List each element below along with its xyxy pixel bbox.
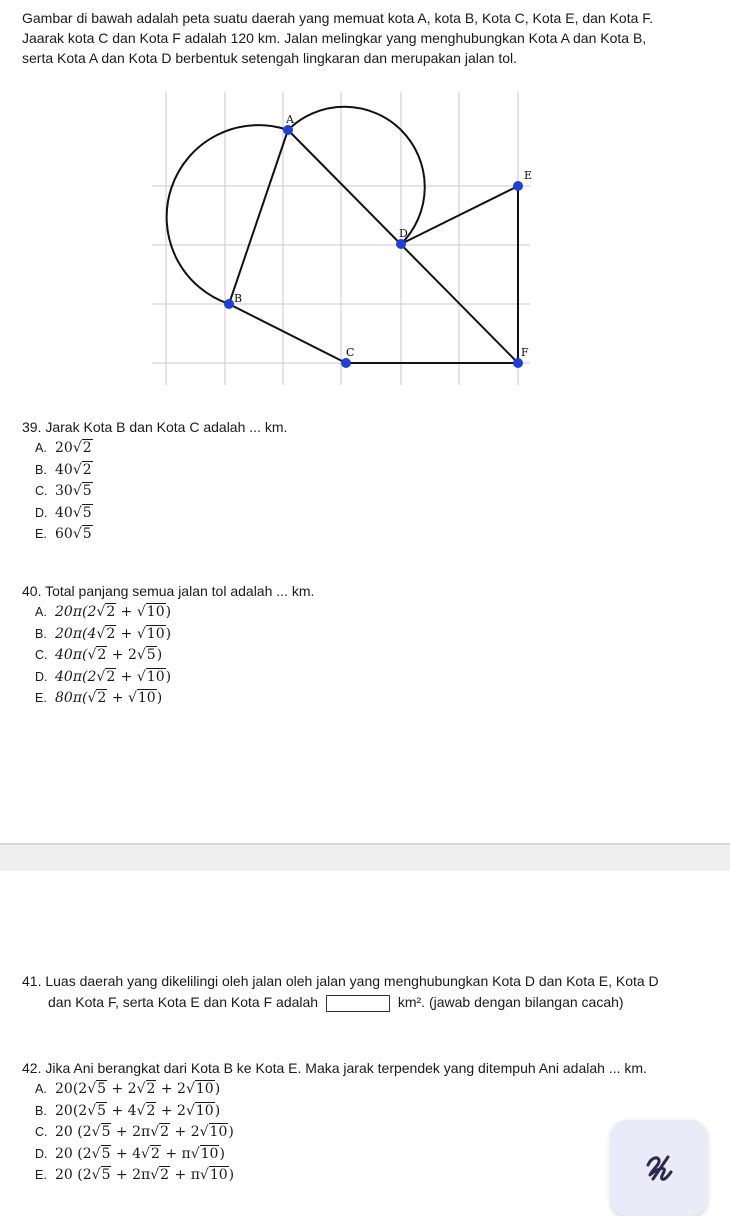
radical-sign: √: [72, 483, 82, 499]
square-root: [137, 1079, 157, 1099]
question-41-note: (jawab dengan bilangan cacah): [425, 994, 624, 1010]
radical-sign: √: [136, 1081, 146, 1097]
option-expression: [55, 503, 93, 523]
expr-middle: +: [116, 604, 137, 620]
road-arc-a-d: [288, 107, 425, 244]
expr-suffix: ): [165, 625, 172, 642]
option-letter: C.: [35, 648, 48, 662]
city-points: [224, 125, 523, 368]
option-b[interactable]: [35, 460, 287, 482]
radicand: 2: [97, 690, 107, 706]
option-expression: [55, 481, 93, 501]
option-expression: [55, 688, 162, 708]
expr-middle: +: [116, 625, 137, 642]
radicand: 10: [195, 1102, 214, 1119]
square-root: [73, 438, 93, 458]
expr-part: 20 (2: [55, 1124, 92, 1140]
expr-part: + 2: [156, 1081, 186, 1097]
option-b[interactable]: [35, 624, 314, 646]
square-root: [150, 1165, 170, 1185]
edit-pencil-icon: [642, 1151, 676, 1185]
radicand: 2: [106, 668, 116, 685]
radical-sign: √: [91, 1167, 101, 1183]
option-letter: B.: [35, 1103, 47, 1118]
square-root: [87, 688, 107, 708]
square-root: [150, 1122, 170, 1142]
radical-sign: √: [72, 440, 82, 456]
map-grid: [152, 92, 533, 385]
option-letter: B.: [35, 626, 47, 641]
city-a-point: [283, 125, 293, 135]
option-letter: D.: [35, 669, 48, 684]
radicand: 5: [101, 1124, 111, 1140]
radical-sign: √: [72, 504, 82, 521]
square-root: [73, 460, 93, 480]
square-root: [141, 1144, 161, 1164]
radical-sign: √: [136, 1102, 146, 1119]
intro-line-2: Jaarak kota C dan Kota F adalah 120 km. Jalan melingkar yang menghubungkan Kota A dan Kota B,: [22, 30, 647, 46]
radical-sign: √: [190, 1145, 200, 1162]
radical-sign: √: [127, 690, 137, 706]
city-a-label: A: [286, 113, 294, 126]
option-letter: A.: [35, 441, 47, 455]
expr-part: + 4: [111, 1145, 142, 1162]
square-root: [87, 1079, 107, 1099]
option-letter: B.: [35, 462, 47, 477]
expr-prefix: 40π(2: [55, 668, 97, 685]
square-root: [73, 503, 93, 523]
option-e[interactable]: [35, 524, 287, 546]
coefficient: 20: [55, 440, 73, 456]
square-root: [186, 1079, 215, 1099]
expr-part: + 2: [107, 1081, 137, 1097]
expr-middle: +: [116, 668, 137, 685]
radical-sign: √: [72, 461, 82, 478]
radical-sign: √: [87, 690, 97, 706]
radicand: 10: [137, 690, 156, 706]
square-root: [200, 1165, 229, 1185]
city-c-point: [341, 358, 351, 368]
option-expression: [55, 524, 93, 544]
city-d-label: D: [399, 227, 408, 240]
radical-sign: √: [150, 1124, 160, 1140]
option-expression: [55, 602, 171, 622]
radical-sign: √: [136, 668, 146, 685]
square-root: [137, 645, 157, 665]
radical-sign: √: [87, 1081, 97, 1097]
square-root: [92, 1165, 112, 1185]
city-f-point: [513, 358, 523, 368]
square-root: [73, 524, 93, 544]
answer-input-box[interactable]: [326, 995, 390, 1012]
square-root: [137, 624, 166, 644]
radicand: 2: [150, 1145, 160, 1162]
radicand: 2: [146, 1102, 156, 1119]
option-letter: A.: [35, 605, 47, 619]
option-expression: [55, 460, 93, 480]
radicand: 5: [97, 1102, 107, 1119]
expr-part: + π: [170, 1167, 200, 1183]
radical-sign: √: [87, 647, 97, 663]
expr-part: ): [228, 1167, 235, 1183]
option-expression: [55, 645, 162, 665]
expr-prefix: 40π(: [55, 647, 88, 663]
expr-middle: + 2: [107, 647, 137, 663]
square-root: [87, 1101, 107, 1121]
question-41-line-1: 41. Luas daerah yang dikelilingi oleh jalan oleh jalan yang menghubungkan Kota D dan Kota E, Kota D: [22, 973, 659, 989]
radicand: 5: [82, 504, 92, 521]
option-c[interactable]: [35, 645, 314, 667]
radical-sign: √: [87, 1102, 97, 1119]
option-e[interactable]: [35, 688, 314, 710]
square-root: [87, 645, 107, 665]
option-letter: D.: [35, 505, 48, 520]
radical-sign: √: [185, 1081, 195, 1097]
option-a[interactable]: [35, 1079, 647, 1101]
option-expression: [55, 1101, 220, 1121]
radicand: 2: [146, 1081, 156, 1097]
radical-sign: √: [72, 526, 82, 542]
option-letter: D.: [35, 1146, 48, 1161]
option-d[interactable]: [35, 503, 287, 525]
question-41-line-2: [22, 992, 702, 1013]
radical-sign: √: [141, 1145, 150, 1162]
city-b-label: B: [234, 292, 243, 305]
option-a[interactable]: [35, 602, 314, 624]
square-root: [128, 688, 157, 708]
square-root: [92, 1122, 112, 1142]
expr-suffix: ): [165, 668, 172, 685]
radical-sign: √: [91, 1124, 101, 1140]
radical-sign: √: [96, 668, 106, 685]
radicand: 2: [106, 625, 116, 642]
radical-sign: √: [96, 625, 106, 642]
radical-sign: √: [91, 1145, 101, 1162]
page-break: [0, 843, 730, 871]
city-c-label: C: [346, 346, 355, 359]
option-b[interactable]: [35, 1101, 647, 1123]
option-expression: [55, 667, 171, 687]
option-expression: [55, 1122, 234, 1142]
road-arc-a-b: [167, 125, 288, 304]
expr-part: + 2π: [111, 1124, 151, 1140]
option-expression: [55, 624, 171, 644]
expr-part: ): [214, 1081, 221, 1097]
city-e-point: [513, 181, 523, 191]
square-root: [96, 624, 116, 644]
expr-suffix: ): [156, 690, 163, 706]
radical-sign: √: [150, 1167, 160, 1183]
radical-sign: √: [185, 1102, 195, 1119]
question-39: [22, 417, 287, 546]
edit-button[interactable]: [611, 1120, 707, 1216]
coefficient: 40: [55, 504, 73, 521]
city-map-figure: [0, 0, 730, 400]
coefficient: 60: [55, 526, 73, 542]
question-42: [22, 1058, 647, 1187]
square-root: [137, 1101, 157, 1121]
expr-part: 20(2: [55, 1081, 88, 1097]
square-root: [186, 1101, 215, 1121]
radicand: 2: [106, 604, 116, 620]
option-letter: C.: [35, 484, 48, 498]
expr-prefix: 20π(4: [55, 625, 97, 642]
option-c[interactable]: [35, 1122, 647, 1144]
city-f-label: F: [521, 346, 529, 359]
option-d[interactable]: [35, 1144, 647, 1166]
option-c[interactable]: [35, 481, 287, 503]
option-expression: [55, 1079, 220, 1099]
square-root: [200, 1122, 229, 1142]
square-root: [96, 602, 116, 622]
radicand: 10: [209, 1167, 228, 1183]
radicand: 5: [82, 526, 92, 542]
expr-part: ): [214, 1102, 221, 1119]
city-d-point: [396, 239, 406, 249]
city-b-point: [224, 299, 234, 309]
radicand: 2: [160, 1167, 170, 1183]
square-root: [73, 481, 93, 501]
radicand: 2: [97, 647, 107, 663]
radicand: 10: [195, 1081, 214, 1097]
expr-part: + 2π: [111, 1167, 151, 1183]
option-a[interactable]: [35, 438, 287, 460]
radicand: 5: [101, 1167, 111, 1183]
question-41-unit: km².: [397, 994, 426, 1010]
radical-sign: √: [136, 625, 146, 642]
square-root: [96, 667, 116, 687]
radical-sign: √: [136, 647, 146, 663]
option-expression: [55, 1144, 225, 1164]
radicand: 10: [209, 1124, 228, 1140]
expr-part: + π: [160, 1145, 191, 1162]
expr-part: 20 (2: [55, 1167, 92, 1183]
radicand: 10: [146, 668, 165, 685]
square-root: [137, 602, 166, 622]
radicand: 5: [146, 647, 156, 663]
option-e[interactable]: [35, 1165, 647, 1187]
square-root: [191, 1144, 220, 1164]
expr-part: + 4: [107, 1102, 137, 1119]
expr-part: ): [219, 1145, 225, 1162]
road-b-c: [229, 304, 346, 363]
expr-prefix: 20π(2: [55, 604, 97, 620]
expr-part: + 2: [170, 1124, 200, 1140]
radicand: 2: [82, 461, 92, 478]
radicand: 10: [146, 625, 165, 642]
radicand: 5: [97, 1081, 107, 1097]
city-e-label: E: [524, 169, 533, 182]
road-a-b: [229, 130, 288, 304]
radicand: 2: [160, 1124, 170, 1140]
option-expression: [55, 438, 93, 458]
expr-middle: +: [107, 690, 128, 706]
expr-prefix: 80π(: [55, 690, 88, 706]
question-40-title: 40. Total panjang semua jalan tol adalah ... km.: [22, 583, 315, 599]
expr-suffix: ): [165, 604, 172, 620]
square-root: [92, 1144, 112, 1164]
question-41-text: dan Kota F, serta Kota E dan Kota F adalah: [48, 994, 319, 1010]
question-40: [22, 581, 314, 710]
radical-sign: √: [199, 1124, 209, 1140]
expr-part: 20 (2: [55, 1145, 92, 1162]
question-39-title: 39. Jarak Kota B dan Kota C adalah ... km.: [22, 419, 288, 435]
option-expression: [55, 1165, 234, 1185]
expr-suffix: ): [156, 647, 163, 663]
radicand: 10: [200, 1145, 219, 1162]
expr-part: + 2: [156, 1102, 186, 1119]
option-letter: A.: [35, 1082, 47, 1096]
intro-line-1: Gambar di bawah adalah peta suatu daerah yang memuat kota A, kota B, Kota C, Kota E, dan Kota F.: [22, 10, 654, 26]
expr-part: ): [228, 1124, 234, 1140]
option-letter: E.: [35, 1168, 47, 1182]
question-42-title: 42. Jika Ani berangkat dari Kota B ke Kota E. Maka jarak terpendek yang ditempuh Ani adalah ... km.: [22, 1060, 647, 1076]
radicand: 5: [101, 1145, 111, 1162]
option-letter: E.: [35, 691, 47, 705]
expr-part: 20(2: [55, 1102, 88, 1119]
coefficient: 40: [55, 461, 73, 478]
intro-line-3: serta Kota A dan Kota D berbentuk setengah lingkaran dan merupakan jalan tol.: [22, 50, 518, 66]
radical-sign: √: [96, 604, 106, 620]
option-d[interactable]: [35, 667, 314, 689]
question-41: [22, 971, 702, 1013]
radical-sign: √: [199, 1167, 209, 1183]
square-root: [137, 667, 166, 687]
option-letter: C.: [35, 1125, 48, 1139]
map-roads: [167, 107, 518, 363]
coefficient: 30: [55, 483, 73, 499]
radicand: 2: [82, 440, 92, 456]
radicand: 5: [82, 483, 92, 499]
radical-sign: √: [136, 604, 146, 620]
option-letter: E.: [35, 527, 47, 541]
radicand: 10: [146, 604, 165, 620]
